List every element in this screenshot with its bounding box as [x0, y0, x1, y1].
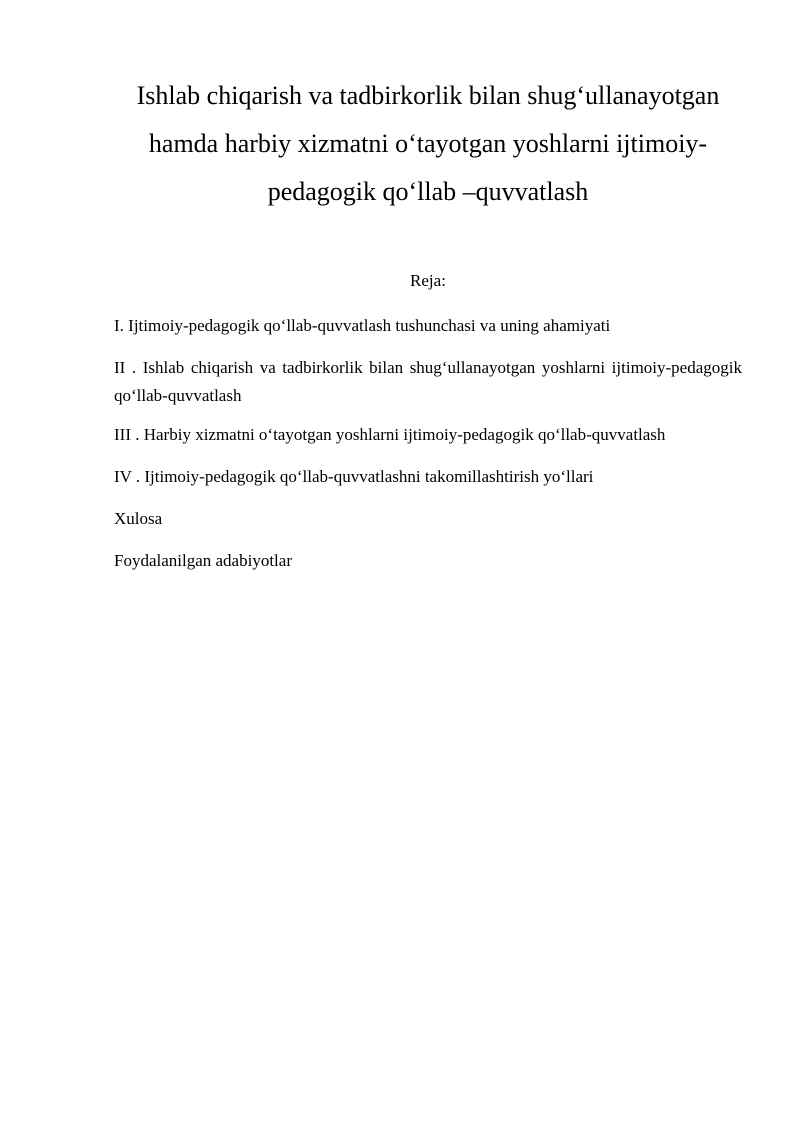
title-line: Ishlab chiqarish va tadbirkorlik bilan shug‘ullanayotgan — [136, 81, 720, 110]
plan-item: III . Harbiy xizmatni o‘tayotgan yoshlarni ijtimoiy-pedagogik qo‘llab-quvvatlash — [114, 425, 666, 444]
document-title — [112, 72, 744, 216]
plan-item: IV . Ijtimoiy-pedagogik qo‘llab-quvvatlashni takomillashtirish yo‘llari — [114, 467, 594, 486]
plan-item: Xulosa — [114, 509, 163, 528]
plan-heading: Reja: — [410, 271, 446, 290]
plan-item: II . Ishlab chiqarish va tadbirkorlik bilan shug‘ullanayotgan yoshlarni ijtimoiy-pedagogik qo‘llab-quvvatlash — [114, 358, 742, 405]
plan-list — [114, 312, 742, 589]
title-line: pedagogik qo‘llab –quvvatlash — [267, 177, 589, 206]
plan-item: I. Ijtimoiy-pedagogik qo‘llab-quvvatlash tushunchasi va uning ahamiyati — [114, 316, 611, 335]
title-line: hamda harbiy xizmatni o‘tayotgan yoshlarni ijtimoiy- — [148, 129, 708, 158]
plan-item: Foydalanilgan adabiyotlar — [114, 551, 292, 570]
